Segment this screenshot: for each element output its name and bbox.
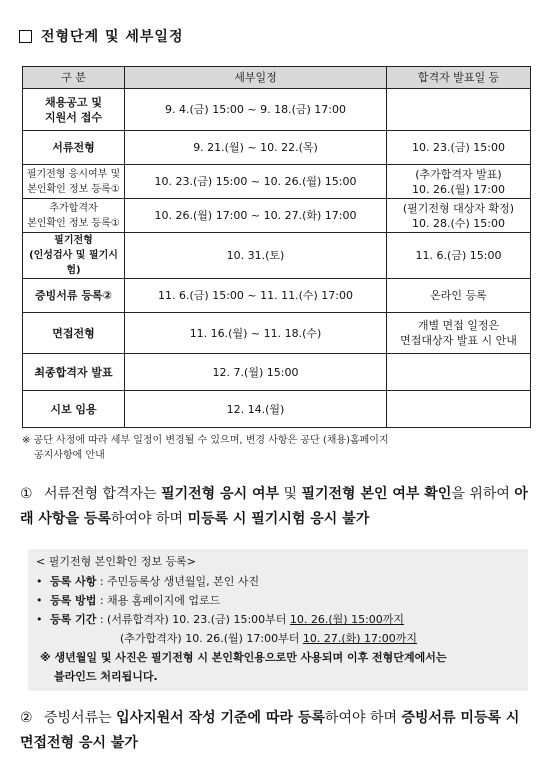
header-schedule: 세부일정 xyxy=(125,67,387,89)
registration-info-box xyxy=(28,549,528,691)
table-row xyxy=(23,165,531,199)
table-row xyxy=(23,313,531,354)
schedule-cell: 12. 7.(월) 15:00 xyxy=(125,354,387,391)
stage-cell: 최종합격자 발표 xyxy=(23,354,125,391)
schedule-cell: 12. 14.(월) xyxy=(125,391,387,428)
table-row xyxy=(23,131,531,165)
item-1-text: 서류전형 합격자는 필기전형 응시 여부 및 필기전형 본인 여부 확인을 위하여 아래 사항을 등록하여야 하며 미등록 시 필기시험 응시 불가 xyxy=(20,486,528,527)
schedule-note: ※ 공단 사정에 따라 세부 일정이 변경될 수 있으며, 변경 사항은 공단 (채용)홈페이지 공지사항에 안내 xyxy=(22,435,389,461)
result-cell xyxy=(387,391,531,428)
result-cell: 개별 면접 일정은 면접대상자 발표 시 안내 xyxy=(387,313,531,354)
schedule-cell: 10. 26.(월) 17:00 ~ 10. 27.(화) 17:00 xyxy=(125,199,387,233)
header-stage: 구 분 xyxy=(23,67,125,89)
table-row xyxy=(23,391,531,428)
section-title-text: 전형단계 및 세부일정 xyxy=(41,29,184,45)
schedule-cell: 10. 31.(토) xyxy=(125,233,387,279)
box-title: < 필기전형 본인확인 정보 등록> xyxy=(36,555,196,568)
table-header-row xyxy=(23,67,531,89)
table-row xyxy=(23,89,531,131)
box-item-register-method: • 등록 방법 : 채용 홈페이지에 업로드 xyxy=(36,594,221,607)
schedule-cell: 9. 4.(금) 15:00 ~ 9. 18.(금) 17:00 xyxy=(125,89,387,131)
stage-cell: 필기전형 응시여부 및 본인확인 정보 등록① xyxy=(23,165,125,199)
result-cell xyxy=(387,354,531,391)
schedule-cell: 11. 16.(월) ~ 11. 18.(수) xyxy=(125,313,387,354)
section-title xyxy=(19,26,183,46)
result-cell: (추가합격자 발표) 10. 26.(월) 17:00 xyxy=(387,165,531,199)
item-2-marker: ② xyxy=(20,710,33,726)
schedule-cell: 11. 6.(금) 15:00 ~ 11. 11.(수) 17:00 xyxy=(125,279,387,313)
stage-cell: 서류전형 xyxy=(23,131,125,165)
box-item-register-period: • 등록 기간 : (서류합격자) 10. 23.(금) 15:00부터 10. 26.(월) 15:00까지 xyxy=(36,613,405,626)
schedule-cell: 9. 21.(월) ~ 10. 22.(목) xyxy=(125,131,387,165)
box-warning-continued: 블라인드 처리됩니다. xyxy=(54,670,158,683)
stage-cell: 면접전형 xyxy=(23,313,125,354)
box-item-register-items: • 등록 사항 : 주민등록상 생년월일, 본인 사진 xyxy=(36,575,260,588)
result-cell: 온라인 등록 xyxy=(387,279,531,313)
checkbox-icon xyxy=(19,30,32,43)
result-cell xyxy=(387,89,531,131)
stage-cell: 시보 임용 xyxy=(23,391,125,428)
schedule-cell: 10. 23.(금) 15:00 ~ 10. 26.(월) 15:00 xyxy=(125,165,387,199)
stage-cell: 필기전형 (인성검사 및 필기시험) xyxy=(23,233,125,279)
box-warning: ※ 생년월일 및 사진은 필기전형 시 본인확인용으로만 사용되며 이후 전형단계에서는 xyxy=(40,651,447,664)
box-item-register-period-additional: (추가합격자) 10. 26.(월) 17:00부터 10. 27.(화) 17:00까지 xyxy=(120,632,418,645)
table-row xyxy=(23,199,531,233)
item-1-paragraph xyxy=(20,482,532,532)
result-cell: (필기전형 대상자 확정) 10. 28.(수) 15:00 xyxy=(387,199,531,233)
result-cell: 11. 6.(금) 15:00 xyxy=(387,233,531,279)
table-row xyxy=(23,354,531,391)
table-row xyxy=(23,279,531,313)
stage-cell: 추가합격자 본인확인 정보 등록① xyxy=(23,199,125,233)
stage-cell: 채용공고 및 지원서 접수 xyxy=(23,89,125,131)
result-cell: 10. 23.(금) 15:00 xyxy=(387,131,531,165)
header-result: 합격자 발표일 등 xyxy=(387,67,531,89)
item-2-paragraph xyxy=(20,706,532,756)
stage-cell: 증빙서류 등록② xyxy=(23,279,125,313)
schedule-table xyxy=(22,66,531,428)
item-1-marker: ① xyxy=(20,486,33,502)
item-2-text: 증빙서류는 입사지원서 작성 기준에 따라 등록하여야 하며 증빙서류 미등록 시 면접전형 응시 불가 xyxy=(20,710,520,751)
table-row xyxy=(23,233,531,279)
